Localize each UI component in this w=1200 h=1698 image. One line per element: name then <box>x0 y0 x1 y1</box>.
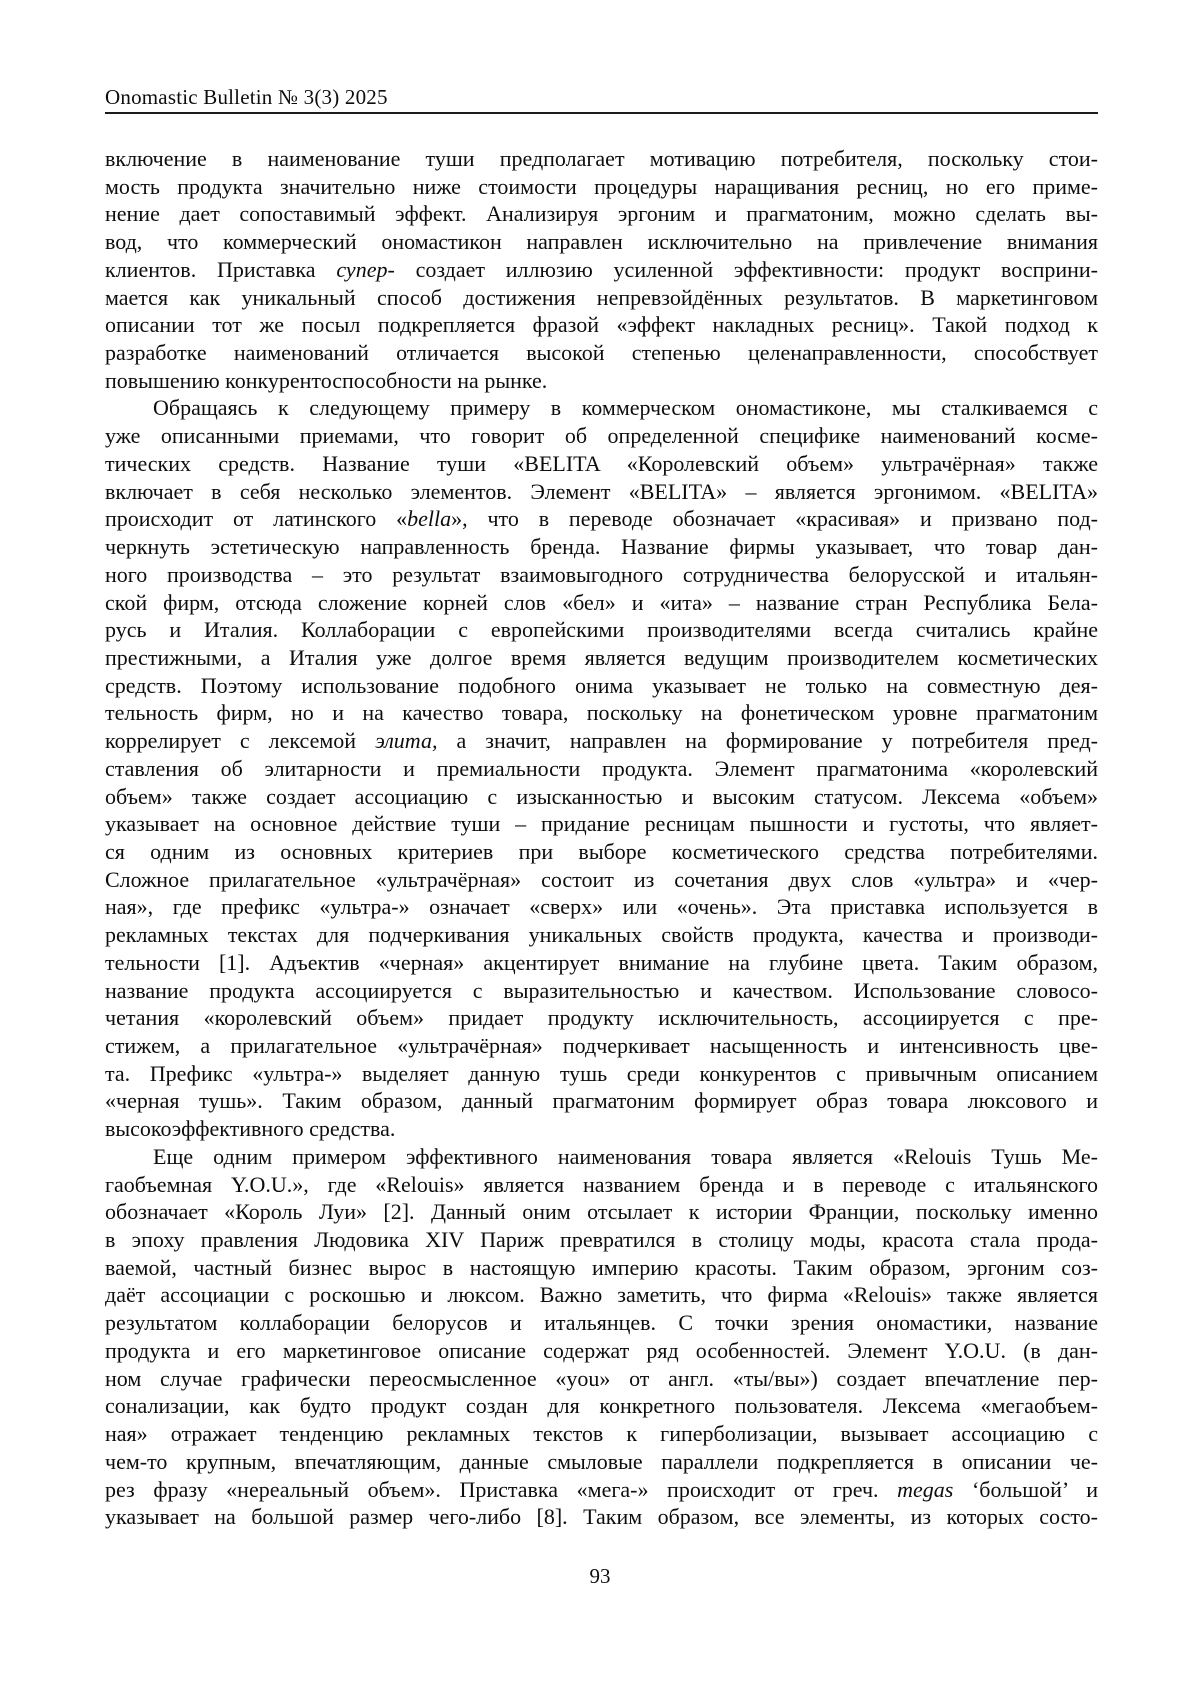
text-line <box>105 1448 1098 1476</box>
text-line <box>105 672 1098 700</box>
text-line <box>105 1476 1098 1504</box>
text-run: мость продукта значительно ниже стоимости процедуры наращивания ресниц, но его приме- <box>105 173 1098 199</box>
text-run: даёт ассоциации с роскошью и люксом. Важно заметить, что фирма «Relouis» также является <box>105 1282 1098 1308</box>
text-run: рез фразу «нереальный объем». Приставка «мега-» происходит от греч. <box>105 1476 898 1502</box>
text-line <box>105 949 1098 977</box>
text-run: описании тот же посыл подкрепляется фразой «эффект накладных ресниц». Такой подход к <box>105 312 1098 338</box>
text-run: тельность фирм, но и на качество товара, поскольку на фонетическом уровне прагматоним <box>105 700 1098 726</box>
text-line <box>105 1198 1098 1226</box>
text-run: ная» отражает тенденцию рекламных текстов к гиперболизации, вызывает ассоциацию с <box>105 1421 1098 1447</box>
text-run: создает иллюзию усиленной эффективности: продукт восприни- <box>394 256 1098 282</box>
text-line <box>105 367 1098 395</box>
text-run: мается как уникальный способ достижения непревзойдённых результатов. В маркетинговом <box>105 284 1098 310</box>
italic-text-run: megas <box>897 1476 954 1502</box>
text-line <box>105 866 1098 894</box>
text-line <box>105 561 1098 589</box>
italic-text-run: супер- <box>336 256 395 282</box>
text-line <box>105 977 1098 1005</box>
text-run: «черная тушь». Таким образом, данный прагматоним формирует образ товара люксового и <box>105 1088 1098 1114</box>
text-run: коррелирует с лексемой <box>105 728 376 754</box>
text-run: включение в наименование туши предполагает мотивацию потребителя, поскольку стои- <box>105 146 1098 171</box>
text-line <box>105 1420 1098 1448</box>
text-run: стижем, а прилагательное «ультрачёрная» подчеркивает насыщенность и интенсивность цве- <box>105 1033 1098 1058</box>
text-run: ской фирм, отсюда сложение корней слов «бел» и «ита» – название стран Республика Бела- <box>105 589 1098 615</box>
text-run: средств. Поэтому использование подобного онима указывает не только на совместную дея- <box>105 672 1098 698</box>
article-body <box>105 145 1098 1531</box>
text-line <box>105 256 1098 284</box>
text-run: клиентов. Приставка <box>105 256 337 282</box>
text-line <box>105 810 1098 838</box>
text-run: объем» также создает ассоциацию с изысканностью и высоким статусом. Лексема «объем» <box>105 783 1098 809</box>
text-line <box>105 505 1098 533</box>
text-line <box>105 1115 1098 1143</box>
text-run: русь и Италия. Коллаборации с европейскими производителями всегда считались крайне <box>105 617 1098 643</box>
text-line <box>105 200 1098 228</box>
text-run: высокоэффективного средства. <box>105 1116 396 1142</box>
text-run: ного производства – это результат взаимовыгодного сотрудничества белорусской и итальян- <box>105 561 1098 587</box>
text-run: ся одним из основных критериев при выборе косметического средства потребителями. <box>105 838 1098 864</box>
text-line <box>105 394 1098 422</box>
text-run: результатом коллаборации белорусов и итальянцев. С точки зрения ономастики, название <box>105 1310 1098 1336</box>
text-run: тических средств. Название туши «BELITA «Королевский объем» ультрачёрная» также <box>105 450 1098 476</box>
text-line <box>105 589 1098 617</box>
text-run: гаобъемная Y.O.U.», где «Relouis» является названием бренда и в переводе с итальянского <box>105 1171 1098 1197</box>
text-line <box>105 755 1098 783</box>
text-run: рекламных текстах для подчеркивания уникальных свойств продукта, качества и производи- <box>105 922 1098 948</box>
text-run: происходит от латинского « <box>105 506 408 532</box>
text-run: Сложное прилагательное «ультрачёрная» состоит из сочетания двух слов «ультра» и «чер- <box>105 866 1098 892</box>
text-line <box>105 644 1098 672</box>
italic-text-run: элита, <box>375 728 438 754</box>
text-run: черкнуть эстетическую направленность бренда. Название фирмы указывает, что товар дан- <box>105 534 1098 560</box>
text-line <box>105 1309 1098 1337</box>
text-run: продукта и его маркетинговое описание содержат ряд особенностей. Элемент Y.O.U. (в дан- <box>105 1337 1098 1363</box>
text-line <box>105 1337 1098 1365</box>
text-run: ‘большой’ и <box>953 1476 1098 1502</box>
text-run: обозначает «Король Луи» [2]. Данный оним отсылает к истории Франции, поскольку именно <box>105 1199 1098 1225</box>
text-line <box>105 783 1098 811</box>
text-line <box>105 616 1098 644</box>
text-line <box>105 699 1098 727</box>
text-run: чем-то крупным, впечатляющим, данные смыловые параллели подкрепляется в описании че- <box>105 1448 1098 1474</box>
text-run: Еще одним примером эффективного наименования товара является «Relouis Тушь Ме- <box>153 1143 1098 1169</box>
text-run: Обращаясь к следующему примеру в коммерческом ономастиконе, мы сталкиваемся с <box>153 395 1098 421</box>
italic-text-run: bella <box>407 506 452 532</box>
text-line <box>105 422 1098 450</box>
text-line <box>105 1143 1098 1171</box>
text-line <box>105 533 1098 561</box>
text-run: та. Префикс «ультра-» выделяет данную тушь среди конкурентов с привычным описанием <box>105 1060 1098 1086</box>
text-run: тельности [1]. Адъектив «черная» акцентирует внимание на глубине цвета. Таким образом, <box>105 949 1098 975</box>
text-line <box>105 228 1098 256</box>
text-run: ном случае графически переосмысленное «you» от англ. «ты/вы») создает впечатление пер- <box>105 1365 1098 1391</box>
text-line <box>105 1365 1098 1393</box>
text-line <box>105 1281 1098 1309</box>
text-run: название продукта ассоциируется с выразительностью и качеством. Использование словосо- <box>105 977 1098 1003</box>
paragraph <box>105 1143 1098 1531</box>
paragraph <box>105 145 1098 394</box>
text-line <box>105 145 1098 173</box>
page-number: 93 <box>589 1564 611 1588</box>
text-run: указывает на основное действие туши – придание ресницам пышности и густоты, что являет- <box>105 811 1098 837</box>
text-line <box>105 1503 1098 1531</box>
text-line <box>105 1060 1098 1088</box>
text-line <box>105 1392 1098 1420</box>
text-run: включает в себя несколько элементов. Элемент «BELITA» – является эргонимом. «BELITA» <box>105 478 1098 504</box>
text-run: ставления об элитарности и премиальности продукта. Элемент прагматонима «королевский <box>105 755 1098 781</box>
text-line <box>105 1087 1098 1115</box>
text-run: престижными, а Италия уже долгое время является ведущим производителем косметических <box>105 644 1098 670</box>
text-run: ваемой, частный бизнес вырос в настоящую империю красоты. Таким образом, эргоним соз- <box>105 1254 1098 1280</box>
text-run: повышению конкурентоспособности на рынке. <box>105 367 548 393</box>
text-run: в эпоху правления Людовика XIV Париж превратился в столицу моды, красота стала прода- <box>105 1227 1098 1253</box>
text-line <box>105 339 1098 367</box>
header-rule <box>105 112 1098 114</box>
journal-header: Onomastic Bulletin № 3(3) 2025 <box>105 85 388 109</box>
text-line <box>105 1004 1098 1032</box>
text-run: а значит, направлен на формирование у потребителя пред- <box>437 728 1098 754</box>
text-line <box>105 921 1098 949</box>
text-line <box>105 478 1098 506</box>
text-run: нение дает сопоставимый эффект. Анализируя эргоним и прагматоним, можно сделать вы- <box>105 201 1098 227</box>
text-line <box>105 450 1098 478</box>
text-line <box>105 893 1098 921</box>
text-line <box>105 284 1098 312</box>
text-line <box>105 173 1098 201</box>
text-line <box>105 838 1098 866</box>
text-run: разработке наименований отличается высокой степенью целенаправленности, способствует <box>105 340 1098 366</box>
text-run: », что в переводе обозначает «красивая» и призвано под- <box>451 506 1098 532</box>
text-line <box>105 1032 1098 1060</box>
text-run: ная», где префикс «ультра-» означает «сверх» или «очень». Эта приставка используется в <box>105 894 1098 920</box>
text-line <box>105 311 1098 339</box>
text-run: указывает на большой размер чего-либо [8]. Таким образом, все элементы, из которых состо- <box>105 1504 1098 1530</box>
paragraph <box>105 394 1098 1142</box>
text-line <box>105 1171 1098 1199</box>
text-line <box>105 727 1098 755</box>
text-line <box>105 1254 1098 1282</box>
text-run: четания «королевский объем» придает продукту исключительность, ассоциируется с пре- <box>105 1005 1098 1031</box>
text-run: уже описанными приемами, что говорит об определенной специфике наименований косме- <box>105 423 1098 449</box>
text-line <box>105 1226 1098 1254</box>
text-run: сонализации, как будто продукт создан для конкретного пользователя. Лексема «мегаобъем- <box>105 1393 1098 1419</box>
text-run: вод, что коммерческий ономастикон направлен исключительно на привлечение внимания <box>105 229 1098 255</box>
